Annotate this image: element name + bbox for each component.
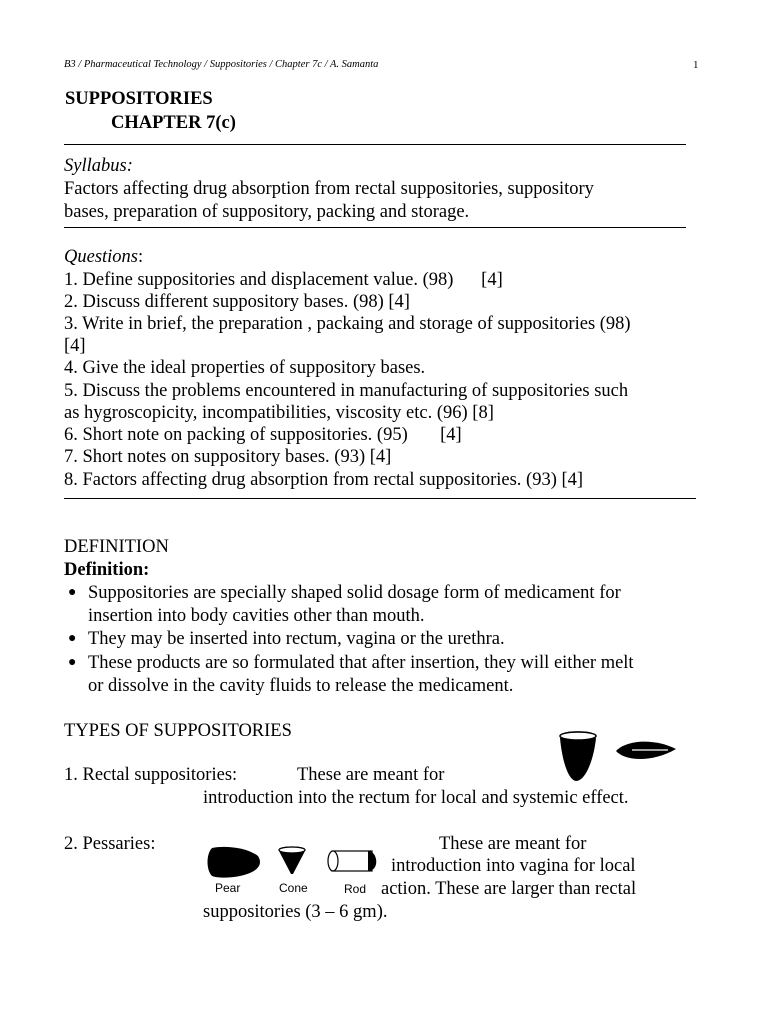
syllabus-line: Factors affecting drug absorption from rectal suppositories, suppository <box>64 179 594 199</box>
divider <box>64 227 686 228</box>
pessaries-text: action. These are larger than rectal <box>381 879 637 899</box>
pessaries-text: suppositories (3 – 6 gm). <box>203 902 388 922</box>
definition-bullet: These products are so formulated that after insertion, they will either melt <box>88 653 634 673</box>
shape-label-pear: Pear <box>215 881 241 895</box>
page-title: SUPPOSITORIES <box>65 89 213 109</box>
question-item: 4. Give the ideal properties of suppository bases. <box>64 358 426 378</box>
question-item: 3. Write in brief, the preparation , packaing and storage of suppositories (98) <box>64 314 631 334</box>
rectal-label: 1. Rectal suppositories: <box>64 765 238 785</box>
question-item: as hygroscopicity, incompatibilities, viscosity etc. (96) [8] <box>64 403 494 423</box>
question-item: 8. Factors affecting drug absorption from rectal suppositories. (93) [4] <box>64 470 584 490</box>
definition-bullet: Suppositories are specially shaped solid dosage form of medicament for <box>88 583 621 603</box>
bullet-icon: ● <box>68 631 77 646</box>
shape-label-rod: Rod <box>344 882 367 896</box>
pear-pessary-icon <box>206 844 262 880</box>
definition-bullet: They may be inserted into rectum, vagina or the urethra. <box>88 629 505 649</box>
pessaries-label: 2. Pessaries: <box>64 834 156 854</box>
cone-pessary-icon <box>276 846 308 876</box>
shape-label-cone: Cone <box>279 881 308 895</box>
pessaries-text: These are meant for <box>439 834 587 854</box>
question-item: 5. Discuss the problems encountered in manufacturing of suppositories such <box>64 381 629 401</box>
divider <box>64 498 696 499</box>
rectal-text: introduction into the rectum for local and systemic effect. <box>203 788 629 808</box>
definition-subheading: Definition: <box>64 560 150 580</box>
bullet-icon: ● <box>68 585 77 600</box>
torpedo-suppository-icon <box>614 738 678 764</box>
section-heading-definition: DEFINITION <box>64 537 169 557</box>
syllabus-line: bases, preparation of suppository, packing and storage. <box>64 202 470 222</box>
rectal-text: These are meant for <box>297 765 445 785</box>
bullet-shape-suppository-icon <box>556 730 602 784</box>
page-number: 1 <box>693 59 699 71</box>
section-heading-types: TYPES OF SUPPOSITORIES <box>64 721 292 741</box>
bullet-icon: ● <box>68 655 77 670</box>
divider <box>64 144 686 145</box>
syllabus-label: Syllabus: <box>64 156 133 176</box>
question-item: [4] <box>64 336 86 356</box>
definition-bullet-cont: or dissolve in the cavity fluids to release the medicament. <box>88 676 514 696</box>
questions-label <box>64 246 143 269</box>
question-item: 7. Short notes on suppository bases. (93) [4] <box>64 447 392 467</box>
question-item: 6. Short note on packing of suppositories. (95) [4] <box>64 425 462 445</box>
running-header: B3 / Pharmaceutical Technology / Suppositories / Chapter 7c / A. Samanta <box>64 59 379 70</box>
questions-label-text: Questions <box>64 247 138 267</box>
question-item: 2. Discuss different suppository bases. (98) [4] <box>64 292 410 312</box>
questions-label-colon: : <box>138 247 144 267</box>
definition-bullet-cont: insertion into body cavities other than mouth. <box>88 606 425 626</box>
question-item: 1. Define suppositories and displacement value. (98) [4] <box>64 270 503 290</box>
chapter-title: CHAPTER 7(c) <box>111 113 236 133</box>
pessaries-text: introduction into vagina for local <box>391 856 636 876</box>
rod-pessary-icon <box>326 848 382 876</box>
